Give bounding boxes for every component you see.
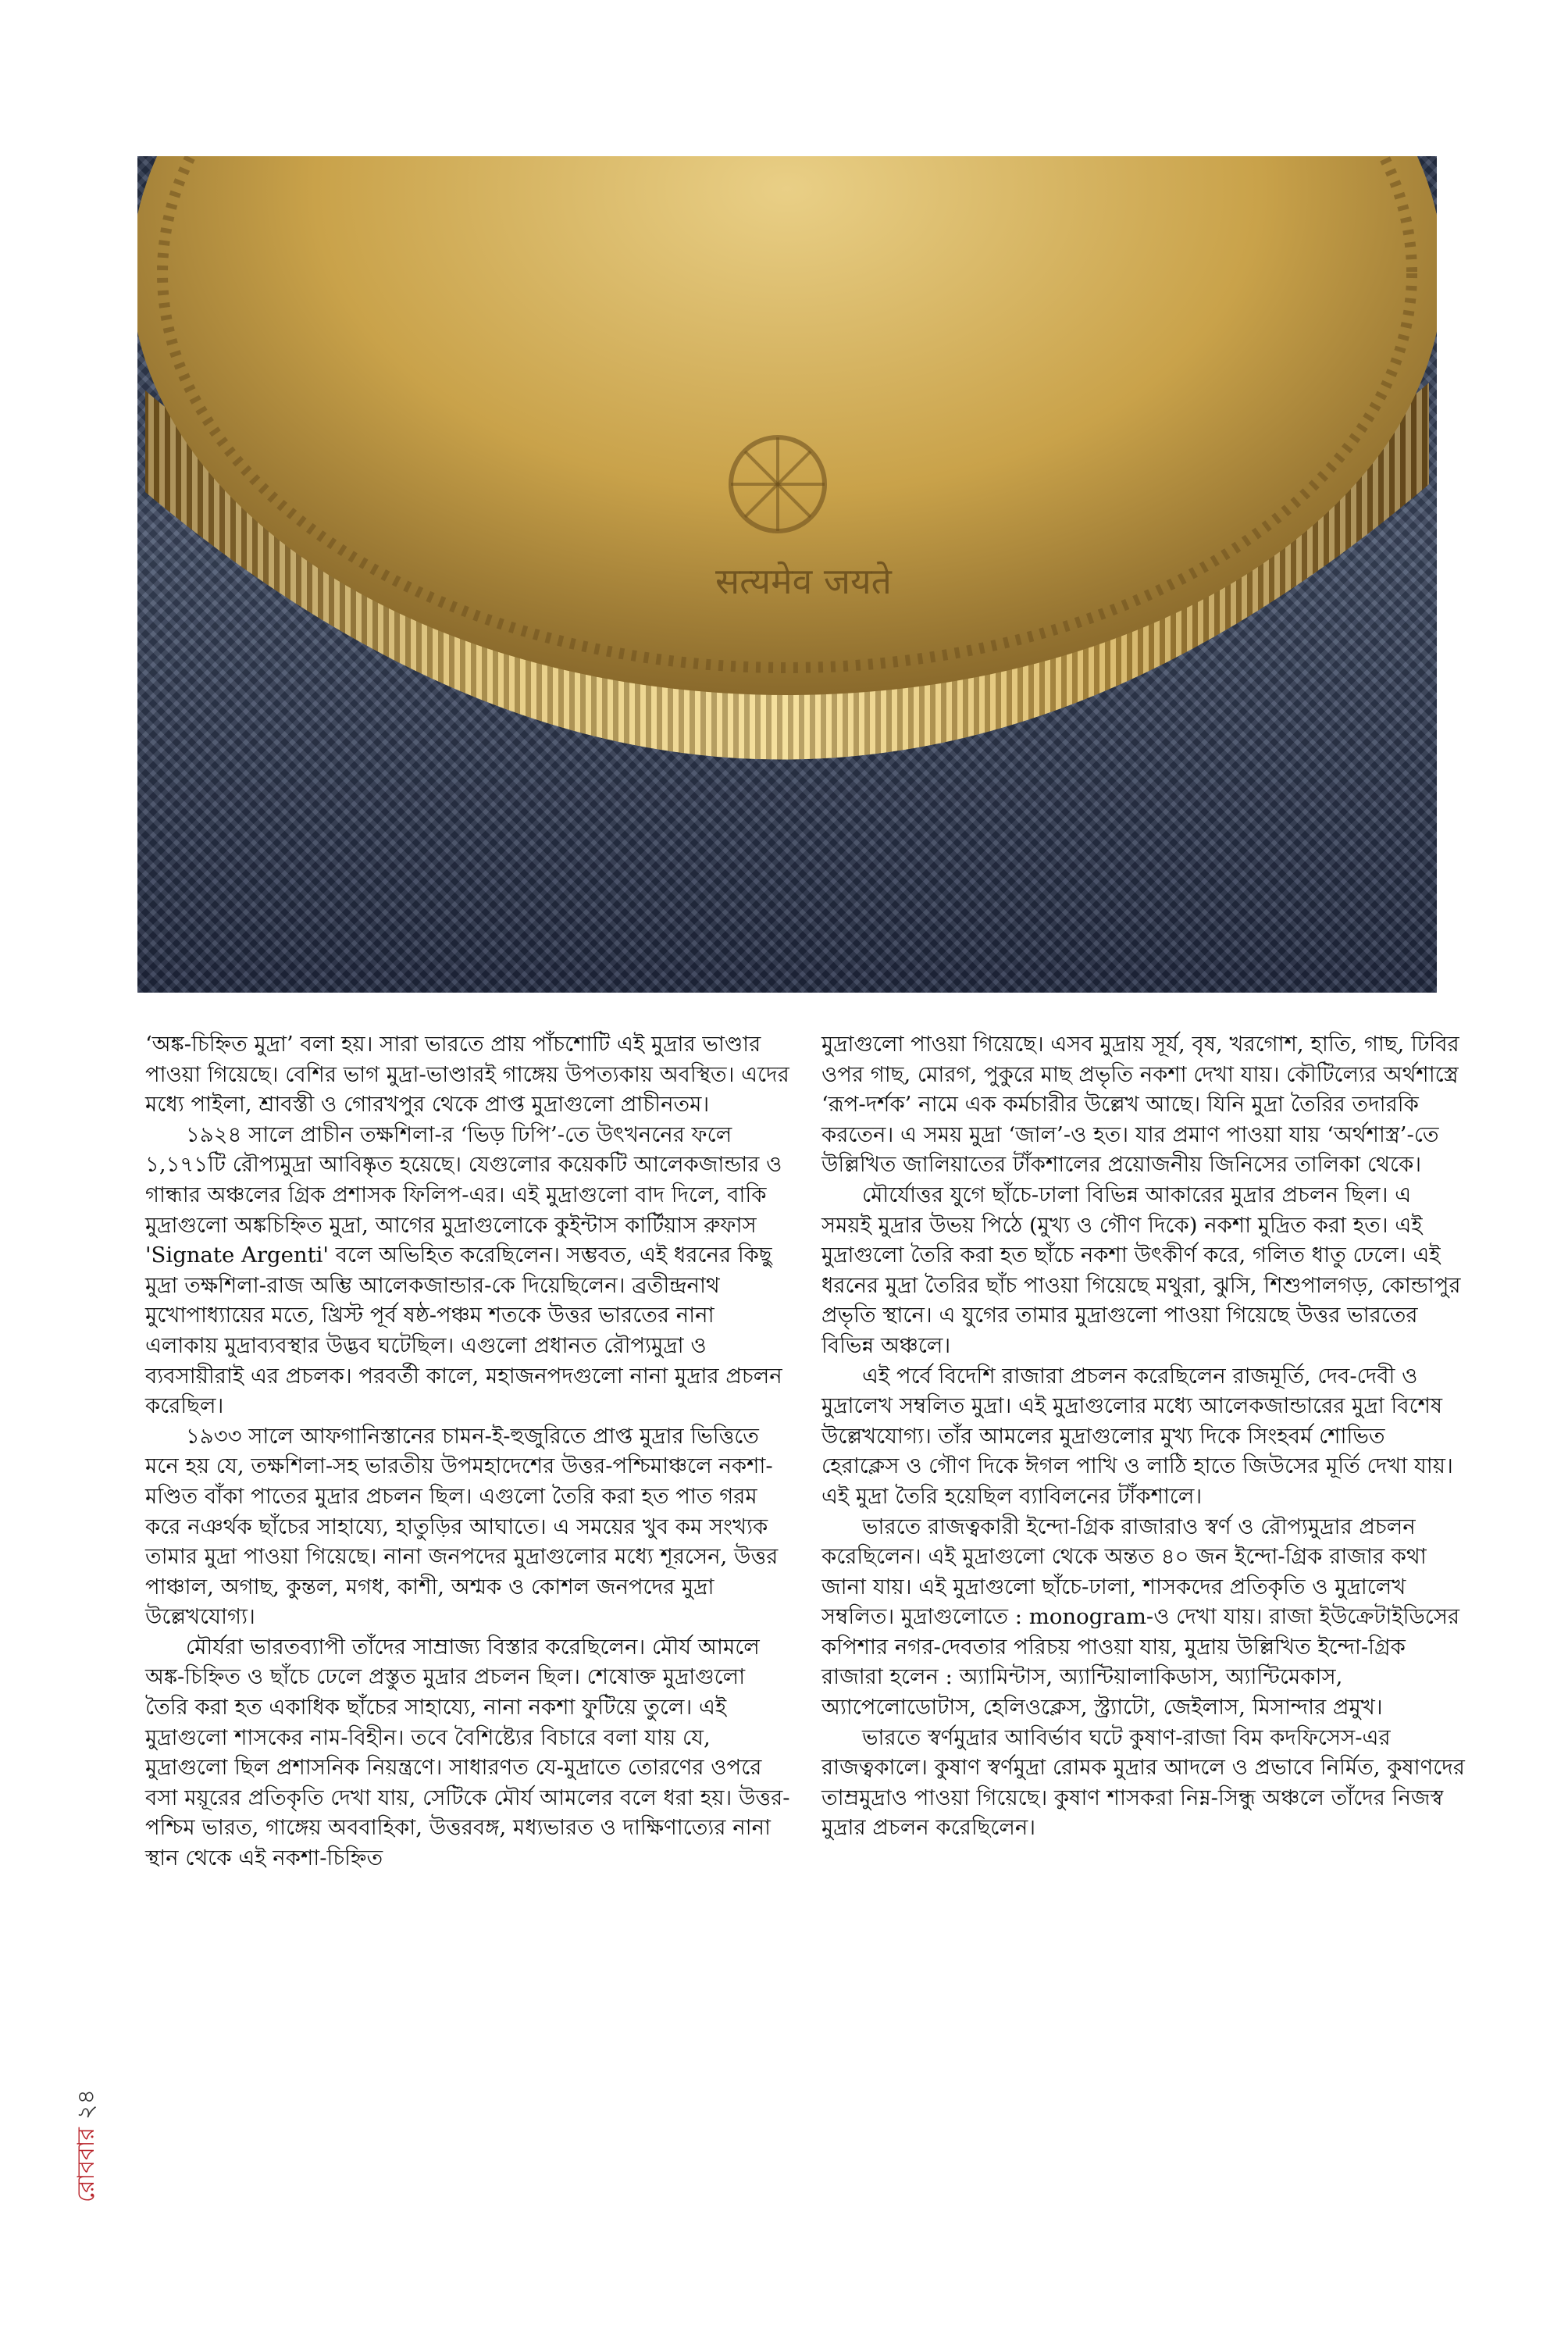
right-column [821,1029,1466,1843]
page-folio [67,2089,107,2202]
coin-illustration [137,156,1437,993]
page-number: ২৪ [73,2089,100,2120]
paragraph: মৌর্যরা ভারতব্যাপী তাঁদের সাম্রাজ্য বিস্তার করেছিলেন। মৌর্য আমলে অঙ্ক-চিহ্নিত ও ছাঁচে ঢেলে প্রস্তুত মুদ্রার প্রচলন ছিল। শেষোক্ত মুদ্রাগুলো তৈরি করা হত একাধিক ছাঁচের সাহায্যে, নানা নকশা ফুটিয়ে তুলে। এই মুদ্রাগুলো শাসকের নাম-বিহীন। তবে বৈশিষ্ট্যের বিচারে বলা যায় যে, মুদ্রাগুলো ছিল প্রশাসনিক নিয়ন্ত্রণে। সাধারণত যে-মুদ্রাতে তোরণের ওপরে বসা ময়ূরের প্রতিকৃতি দেখা যায়, সেটিকে মৌর্য আমলের বলে ধরা হয়। উত্তর-পশ্চিম ভারত, গাঙ্গেয় অববাহিকা, উত্তরবঙ্গ, মধ্যভারত ও দাক্ষিণাত্যের নানা স্থান থেকে এই নকশা-চিহ্নিত [145,1634,790,1871]
left-column [145,1029,790,1874]
paragraph: ভারতে রাজত্বকারী ইন্দো-গ্রিক রাজারাও স্বর্ণ ও রৌপ্যমুদ্রার প্রচলন করেছিলেন। এই মুদ্রাগুলো থেকে অন্তত ৪০ জন ইন্দো-গ্রিক রাজার কথা জানা যায়। এই মুদ্রাগুলো ছাঁচে-ঢালা, শাসকদের প্রতিকৃতি ও মুদ্রালেখ সম্বলিত। মুদ্রাগুলোতে : monogram-ও দেখা যায়। রাজা ইউক্রেটাইডিসের কপিশার নগর-দেবতার পরিচয় পাওয়া যায়, মুদ্রায় উল্লিখিত ইন্দো-গ্রিক রাজারা হলেন : অ্যামিন্টাস, অ্যান্টিয়ালাকিডাস, অ্যান্টিমেকাস, অ্যাপেলোডোটাস, হেলিওক্লেস, স্ট্র্যাটো, জেইলাস, মিসান্দার প্রমুখ। [821,1514,1460,1721]
coin-photograph [137,156,1437,993]
paragraph: ১৯২৪ সালে প্রাচীন তক্ষশিলা-র ‘ভিড় ঢিপি’-তে উৎখননের ফলে ১,১৭১টি রৌপ্যমুদ্রা আবিষ্কৃত হয়েছে। যেগুলোর কয়েকটি আলেকজান্ডার ও গান্ধার অঞ্চলের গ্রিক প্রশাসক ফিলিপ-এর। এই মুদ্রাগুলো বাদ দিলে, বাকি মুদ্রাগুলো অঙ্কচিহ্নিত মুদ্রা, আগের মুদ্রাগুলোকে কুইন্টাস কার্টিয়াস রুফাস 'Signate Argenti' বলে অভিহিত করেছিলেন। সম্ভবত, এই ধরনের কিছু মুদ্রা তক্ষশিলা-রাজ অম্ভি আলেকজান্ডার-কে দিয়েছিলেন। ব্রতীন্দ্রনাথ মুখোপাধ্যায়ের মতে, খ্রিস্ট পূর্ব ষষ্ঠ-পঞ্চম শতকে উত্তর ভারতের নানা এলাকায় মুদ্রাব্যবস্থার উদ্ভব ঘটেছিল। এগুলো প্রধানত রৌপ্যমুদ্রা ও ব্যবসায়ীরাই এর প্রচলক। পরবর্তী কালে, মহাজনপদগুলো নানা মুদ্রার প্রচলন করেছিল। [145,1122,782,1419]
magazine-name: রোববার [73,2127,100,2202]
paragraph: মুদ্রাগুলো পাওয়া গিয়েছে। এসব মুদ্রায় সূর্য, বৃষ, খরগোশ, হাতি, গাছ, ঢিবির ওপর গাছ, মোরগ, পুকুরে মাছ প্রভৃতি নকশা দেখা যায়। কৌটিল্যের অর্থশাস্ত্রে ‘রূপ-দর্শক’ নামে এক কর্মচারীর উল্লেখ আছে। যিনি মুদ্রা তৈরির তদারকি করতেন। এ সময় মুদ্রা ‘জাল’-ও হত। যার প্রমাণ পাওয়া যায় ‘অর্থশাস্ত্র’-তে উল্লিখিত জালিয়াতের টাঁকশালের প্রয়োজনীয় জিনিসের তালিকা থেকে। [821,1032,1459,1178]
paragraph: এই পর্বে বিদেশি রাজারা প্রচলন করেছিলেন রাজমূর্তি, দেব-দেবী ও মুদ্রালেখ সম্বলিত মুদ্রা। এই মুদ্রাগুলোর মধ্যে আলেকজান্ডারের মুদ্রা বিশেষ উল্লেখযোগ্য। তাঁর আমলের মুদ্রাগুলোর মুখ্য দিকে সিংহবর্ম শোভিত হেরাক্লেস ও গৌণ দিকে ঈগল পাখি ও লাঠি হাতে জিউসের মূর্তি দেখা যায়। এই মুদ্রা তৈরি হয়েছিল ব্যাবিলনের টাঁকশালে। [821,1363,1453,1509]
coin-legend: सत्यमेव जयते [715,560,892,602]
paragraph: ‘অঙ্ক-চিহ্নিত মুদ্রা’ বলা হয়। সারা ভারতে প্রায় পাঁচশোটি এই মুদ্রার ভাণ্ডার পাওয়া গিয়েছে। বেশির ভাগ মুদ্রা-ভাণ্ডারই গাঙ্গেয় উপত্যকায় অবস্থিত। এদের মধ্যে পাইলা, শ্রাবস্তী ও গোরখপুর থেকে প্রাপ্ত মুদ্রাগুলো প্রাচীনতম। [145,1032,789,1118]
paragraph: ১৯৩৩ সালে আফগানিস্তানের চামন-ই-হুজুরিতে প্রাপ্ত মুদ্রার ভিত্তিতে মনে হয় যে, তক্ষশিলা-সহ ভারতীয় উপমহাদেশের উত্তর-পশ্চিমাঞ্চলে নকশা-মণ্ডিত বাঁকা পাতের মুদ্রার প্রচলন ছিল। এগুলো তৈরি করা হত পাত গরম করে নঞর্থক ছাঁচের সাহায্যে, হাতুড়ির আঘাতে। এ সময়ের খুব কম সংখ্যক তামার মুদ্রা পাওয়া গিয়েছে। নানা জনপদের মুদ্রাগুলোর মধ্যে শূরসেন, উত্তর পাঞ্চাল, অগাছ, কুন্তল, মগধ, কাশী, অশ্মক ও কোশল জনপদের মুদ্রা উল্লেখযোগ্য। [145,1423,779,1630]
paragraph: মৌর্যোত্তর যুগে ছাঁচে-ঢালা বিভিন্ন আকারের মুদ্রার প্রচলন ছিল। এ সময়ই মুদ্রার উভয় পিঠে (মুখ্য ও গৌণ দিকে) নকশা মুদ্রিত করা হত। এই মুদ্রাগুলো তৈরি করা হত ছাঁচে নকশা উৎকীর্ণ করে, গলিত ধাতু ঢেলে। এই ধরনের মুদ্রা তৈরির ছাঁচ পাওয়া গিয়েছে মথুরা, ঝুসি, শিশুপালগড়, কোন্ডাপুর প্রভৃতি স্থানে। এ যুগের তামার মুদ্রাগুলো পাওয়া গিয়েছে উত্তর ভারতের বিভিন্ন অঞ্চলে। [821,1182,1461,1358]
paragraph: ভারতে স্বর্ণমুদ্রার আবির্ভাব ঘটে কুষাণ-রাজা বিম কদফিসেস-এর রাজত্বকালে। কুষাণ স্বর্ণমুদ্রা রোমক মুদ্রার আদলে ও প্রভাবে নির্মিত, কুষাণদের তাম্রমুদ্রাও পাওয়া গিয়েছে। কুষাণ শাসকরা নিম্ন-সিন্ধু অঞ্চলে তাঁদের নিজস্ব মুদ্রার প্রচলন করেছিলেন। [821,1724,1465,1841]
